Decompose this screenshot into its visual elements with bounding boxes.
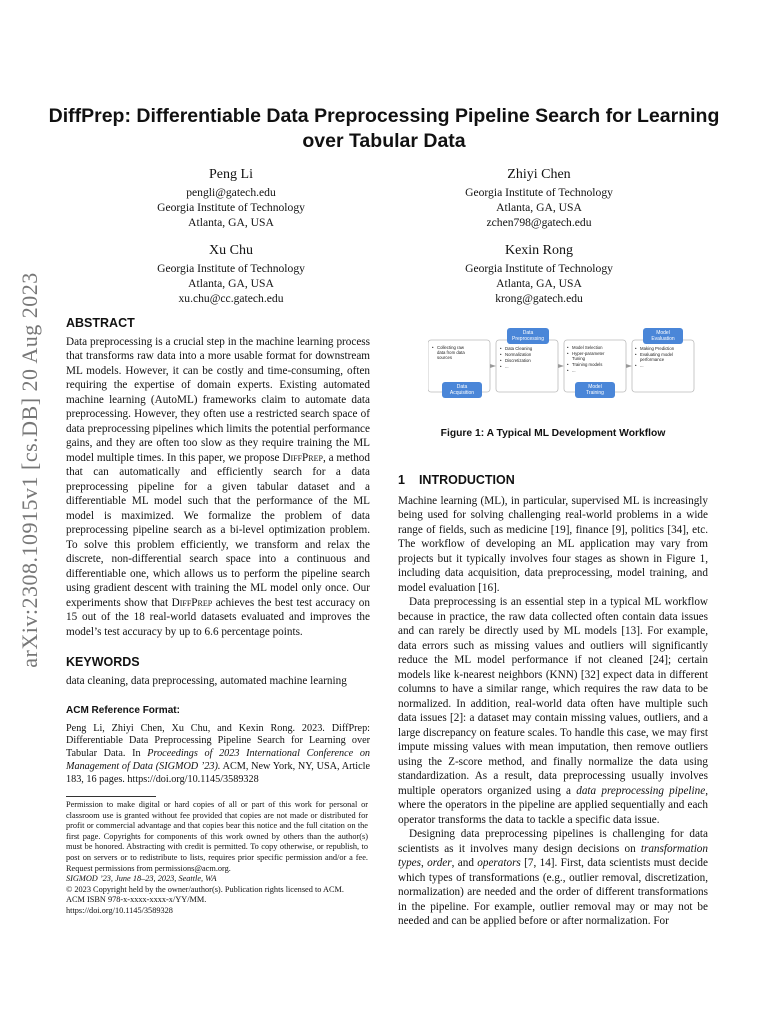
- svg-text:DataPreprocessing: Data Preprocessing: [512, 330, 544, 342]
- svg-text:•: •: [500, 352, 502, 357]
- permission-notice: [66, 800, 368, 917]
- author-name: Peng Li: [209, 167, 253, 182]
- left-column: [66, 316, 370, 786]
- svg-text:•: •: [567, 351, 569, 356]
- author-email: pengli@gatech.edu: [186, 186, 276, 199]
- svg-text:Model Selection: Model Selection: [572, 345, 603, 350]
- venue: Proceedings of 2023 International Conference on Management of Data (SIGMOD ’23).: [66, 748, 371, 772]
- svg-text:Evaluating model: Evaluating model: [640, 352, 673, 357]
- keywords-text: data cleaning, data preprocessing, automated machine learning: [66, 674, 347, 687]
- svg-text:sources: sources: [437, 355, 453, 360]
- author-email: xu.chu@cc.gatech.edu: [178, 292, 284, 305]
- svg-text:...: ...: [640, 363, 644, 368]
- keywords-heading: KEYWORDS: [66, 655, 140, 669]
- svg-text:•: •: [500, 346, 502, 351]
- doi-link[interactable]: https://doi.org/10.1145/3589328: [66, 905, 173, 915]
- svg-text:...: ...: [572, 368, 576, 373]
- svg-text:Data Cleaning: Data Cleaning: [505, 346, 533, 351]
- svg-text:Collecting raw: Collecting raw: [437, 345, 464, 350]
- figure-caption: Figure 1: A Typical ML Development Workflow: [440, 428, 666, 439]
- svg-text:Tuning: Tuning: [572, 356, 585, 361]
- svg-text:data from data: data from data: [437, 350, 465, 355]
- author-email: zchen798@gatech.edu: [486, 216, 592, 229]
- footnote-divider: [66, 796, 156, 797]
- author-block: [111, 241, 351, 306]
- paper-title: DiffPrep: Differentiable Data Preprocessing Pipeline Search for Learning over Tabular Data: [48, 105, 720, 152]
- conference-line: SIGMOD ’23, June 18–23, 2023, Seattle, WA: [66, 874, 217, 884]
- author-location: Atlanta, GA, USA: [188, 216, 274, 229]
- author-email: krong@gatech.edu: [495, 292, 583, 305]
- permission-text: Permission to make digital or hard copies of all or part of this work for personal or classroom use is granted without fee provided that copies are not made or distributed for profit or commercial advantage and that copies bear this notice and the full citation on the first page. Copyrights for components of this work owned by others than the author(s) must be honored. Abstracting with credit is permitted. To copy otherwise, or republish, to post on servers or to redistribute to lists, requires prior specific permission and/or a fee. Request permissions from permissions@acm.org.: [66, 800, 368, 873]
- ml-workflow-figure: [428, 326, 708, 424]
- intro-paragraph: Data preprocessing is an essential step in a typical ML workflow because in practice, the raw data collected often contain data issues and can rarely be directly used by ML models [13]. For example, data errors such as missing values and outliers will significantly reduce the ML model performance if not cleaned [24]; certain models like k-nearest neighbors (KNN) [32] expect data in different columns to have a similar range, which requires the raw data to be normalized. In addition, real-world data often have multiple such data issues [2]: a dataset may contain missing values, outliers, and a large discrepancy on feature scales. To handle this case, we may first impute missing values with mean imputation, then remove outliers using the Z-score method, and finally normalize the data using standardization. As a result, data preprocessing usually involves multiple operators organized using a data preprocessing pipeline, where the operators in the pipeline are applied sequentially and each operator transforms the data to tackle a specific data issue.: [398, 596, 708, 826]
- author-block: [111, 165, 351, 230]
- author-affiliation: Georgia Institute of Technology: [157, 201, 305, 214]
- section-heading: [398, 473, 708, 488]
- abstract-heading: ABSTRACT: [66, 316, 135, 330]
- svg-text:ModelEvaluation: Model Evaluation: [651, 330, 675, 342]
- acm-reference-heading: ACM Reference Format:: [66, 705, 180, 716]
- author-affiliation: Georgia Institute of Technology: [157, 262, 305, 275]
- author-location: Atlanta, GA, USA: [496, 201, 582, 214]
- svg-text:•: •: [500, 358, 502, 363]
- author-block: [419, 241, 659, 306]
- svg-text:•: •: [567, 368, 569, 373]
- svg-text:ModelTraining: Model Training: [586, 384, 604, 396]
- author-block: [419, 165, 659, 230]
- author-affiliation: Georgia Institute of Technology: [465, 186, 613, 199]
- svg-text:•: •: [567, 362, 569, 367]
- author-location: Atlanta, GA, USA: [496, 277, 582, 290]
- svg-text:Normalization: Normalization: [505, 352, 532, 357]
- svg-text:•: •: [635, 346, 637, 351]
- intro-paragraph: Machine learning (ML), in particular, supervised ML is increasingly being used for solving challenging real-world problems in a wide range of fields, such as medicine [19], finance [9], politics [34], etc. The workflow of developing an ML application may vary from projects but it typically involves four stages as shown in Figure 1, including data acquisition, data preprocessing, model training, and model evaluation [16].: [398, 494, 708, 594]
- svg-text:•: •: [432, 345, 434, 350]
- section-number: 1: [398, 473, 405, 487]
- method-name: DiffPrep: [171, 596, 213, 609]
- author-name: Kexin Rong: [504, 243, 574, 258]
- svg-text:Training models: Training models: [572, 362, 603, 367]
- author-name: Zhiyi Chen: [507, 167, 571, 182]
- svg-text:Discretization: Discretization: [505, 358, 531, 363]
- abstract-text: Data preprocessing is a crucial step in the machine learning process that transforms raw data into a more usable format for downstream ML models. However, it can be costly and time-consuming, often requiring the expertise of domain experts. Existing automated machine learning (AutoML) frameworks claim to automate data preprocessing. However, they often use a restricted search space of data preprocessing pipelines which limits the potential performance gains, and they are often too slow as they require training the ML model multiple times. In this paper, we propose DiffPrep, a method that can automatically and efficiently search for a data preprocessing pipeline for a given tabular dataset and a differentiable ML model such that the performance of the ML model is maximized. We formalize the problem of data preprocessing pipeline search as a bi-level optimization problem. To solve this problem efficiently, we transform and relax the discrete, non-differential search space into a continuous and differentiable one, which allows us to perform the pipeline search using gradient descent with training the ML model only once. Our experiments show that DiffPrep achieves the best test accuracy on 15 out of the 18 real-world datasets evaluated and improves the model’s test accuracy by up to 6.6 percentage points.: [66, 335, 370, 638]
- author-location: Atlanta, GA, USA: [188, 277, 274, 290]
- right-column: [398, 473, 708, 929]
- author-name: Xu Chu: [209, 243, 253, 258]
- svg-text:...: ...: [505, 364, 509, 369]
- intro-paragraph: Designing data preprocessing pipelines is challenging for data scientists as it involves many design decisions on transformation types, order, and operators [7, 14]. First, data scientists must decide which types of transformations (e.g., outlier removal, discretization, normalization) are needed and the order of different transformations in the pipeline. For example, outlier removal may or may not be needed and can be applied before or after normalization. For: [398, 828, 708, 927]
- acm-reference-text: Peng Li, Zhiyi Chen, Xu Chu, and Kexin Rong. 2023. DiffPrep: Differentiable Data Preprocessing Pipeline Search for Learning over Tabular Data. In Proceedings of 2023 International Conference on Management of Data (SIGMOD ’23). ACM, New York, NY, USA, Article 183, 16 pages. https://doi.org/10.1145/3589328: [66, 722, 371, 785]
- svg-text:•: •: [635, 363, 637, 368]
- copyright-line: © 2023 Copyright held by the owner/author(s). Publication rights licensed to ACM.: [66, 884, 344, 894]
- svg-text:DataAcquisition: Data Acquisition: [449, 384, 475, 396]
- isbn-line: ACM ISBN 978-x-xxxx-xxxx-x/YY/MM.: [66, 895, 207, 905]
- section-title: INTRODUCTION: [418, 473, 515, 487]
- svg-text:Hyper-parameter: Hyper-parameter: [572, 351, 605, 356]
- svg-text:performance: performance: [640, 357, 665, 362]
- svg-text:•: •: [635, 352, 637, 357]
- arxiv-identifier: arXiv:2308.10915v1 [cs.DB] 20 Aug 2023: [17, 272, 42, 668]
- svg-text:•: •: [567, 345, 569, 350]
- author-affiliation: Georgia Institute of Technology: [465, 262, 613, 275]
- svg-text:•: •: [500, 364, 502, 369]
- method-name: DiffPrep: [282, 451, 323, 464]
- svg-text:Making Prediction: Making Prediction: [640, 346, 675, 351]
